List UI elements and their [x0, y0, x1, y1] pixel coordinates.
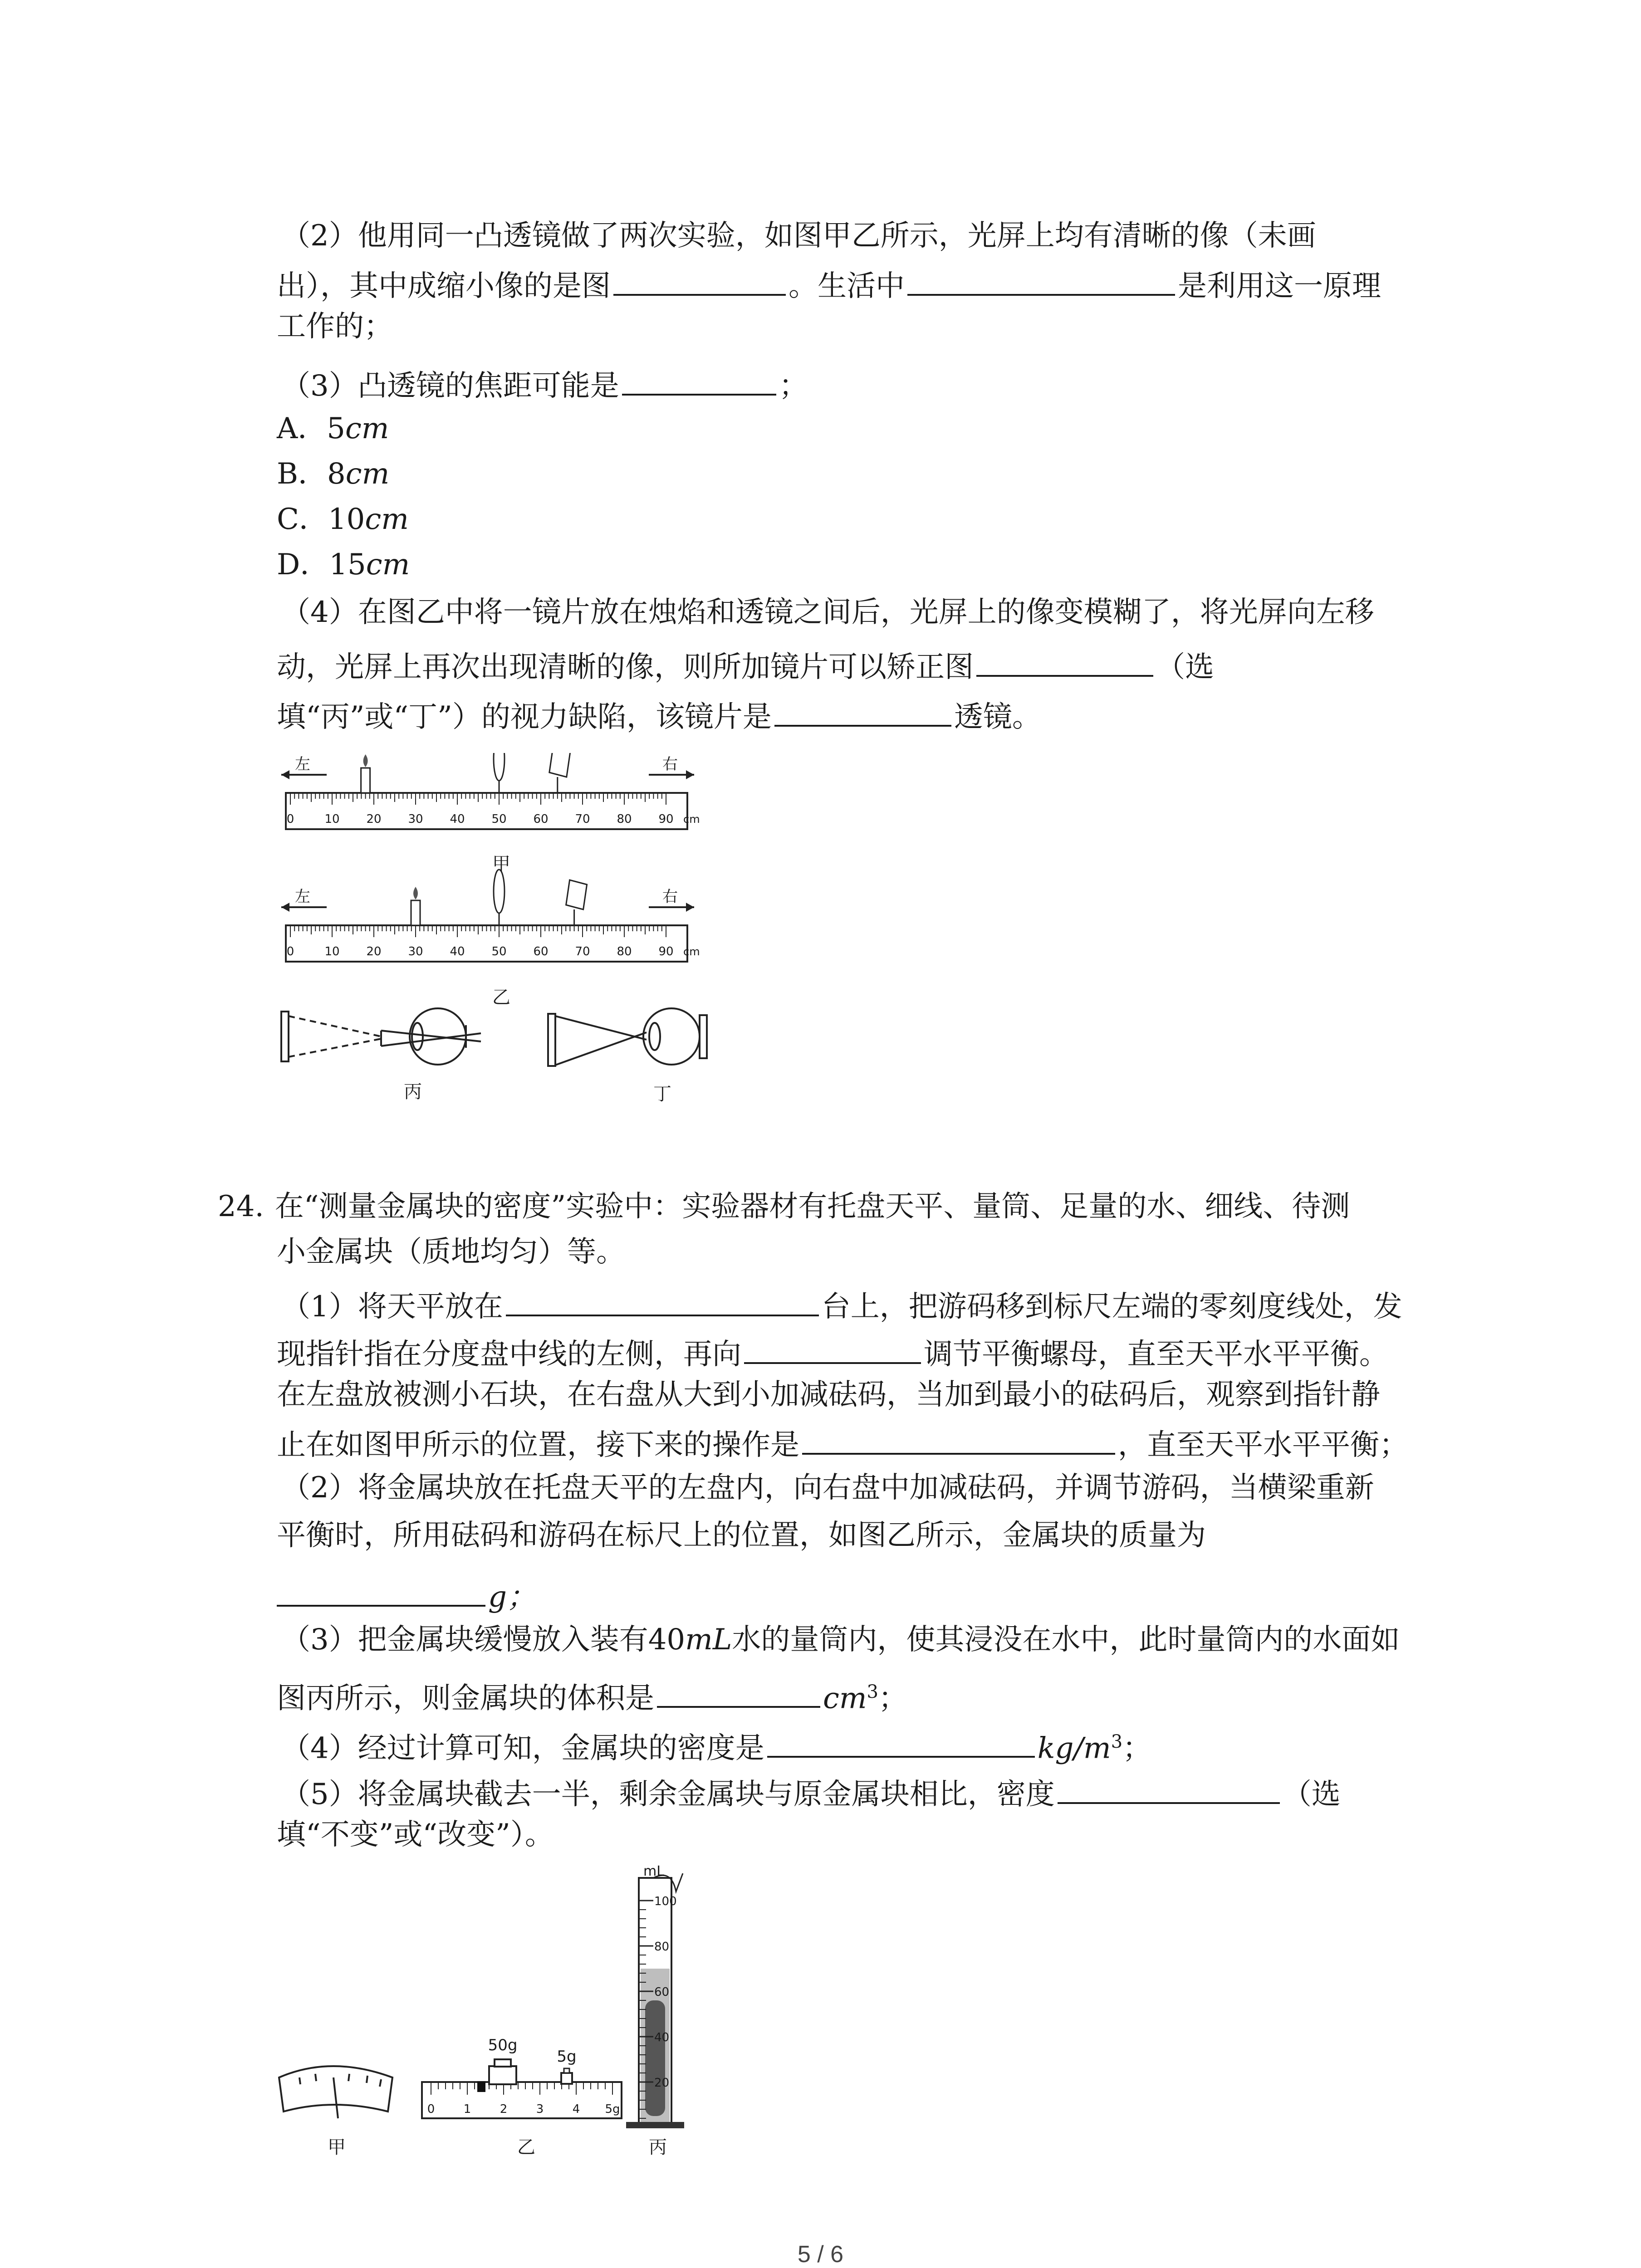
text: （3）把金属块缓慢放入装有40 — [281, 1623, 686, 1657]
lens — [494, 870, 505, 913]
label-bing: 丙 — [404, 1081, 422, 1102]
label-jia: 甲 — [492, 854, 510, 875]
answer-blank[interactable] — [774, 689, 951, 727]
q23-part4-line1 — [281, 590, 1461, 635]
tick-label: 10 — [324, 945, 340, 958]
tick-label: 30 — [408, 945, 423, 958]
label-bing: 丙 — [649, 2137, 667, 2158]
option-a[interactable] — [277, 406, 1456, 451]
unit: cm — [345, 457, 390, 491]
answer-blank[interactable] — [277, 1569, 485, 1607]
arrow-head — [686, 770, 694, 779]
answer-blank[interactable] — [767, 1721, 1035, 1758]
answer-blank[interactable] — [622, 358, 776, 396]
q24-intro-line2 — [277, 1229, 1456, 1275]
tick-label: 3 — [536, 2102, 544, 2116]
flame — [363, 754, 368, 767]
tick-label: 90 — [658, 945, 674, 958]
eye-diagram-bing — [281, 1008, 481, 1065]
tick-label: 50 — [491, 812, 507, 826]
text: （5）将金属块截去一半，剩余金属块与原金属块相比，密度 — [281, 1778, 1055, 1811]
text: （2）他用同一凸透镜做了两次实验，如图甲乙所示，光屏上均有清晰的像（未画 — [281, 219, 1316, 253]
text: 。生活中 — [789, 269, 905, 303]
answer-blank[interactable] — [613, 259, 786, 296]
weight-5g: 5g — [557, 2048, 577, 2066]
q24-part1-line2 — [277, 1327, 1456, 1372]
text: C．10 — [277, 503, 365, 536]
label-left: 左 — [295, 755, 310, 773]
answer-blank[interactable] — [744, 1327, 921, 1364]
answer-blank[interactable] — [907, 259, 1175, 296]
q24-part1-line4 — [277, 1418, 1456, 1463]
page-number: 5 / 6 — [797, 2241, 844, 2268]
answer-blank[interactable] — [1058, 1767, 1280, 1804]
text: ； — [878, 1681, 907, 1716]
eye-diagram-ding — [548, 1008, 707, 1066]
tick-label: 0 — [286, 945, 294, 958]
arrow-head — [686, 903, 694, 912]
screen — [549, 753, 570, 777]
tick-label: 50 — [491, 945, 507, 958]
unit: cm — [366, 548, 410, 582]
text: （选 — [1156, 650, 1214, 684]
q23-part2-line1 — [281, 213, 1461, 259]
unit: cm — [365, 503, 409, 536]
label-yi: 乙 — [517, 2137, 535, 2158]
q24-part3-line1 — [281, 1617, 1461, 1662]
text: A．5 — [277, 412, 345, 445]
q24-part4 — [281, 1719, 1461, 1765]
text: 填“丙”或“丁”）的视力缺陷，该镜片是 — [277, 700, 772, 734]
flame — [413, 887, 418, 899]
text: 填“不变”或“改变”）。 — [277, 1818, 554, 1852]
text: 止在如图甲所示的位置，接下来的操作是 — [277, 1428, 799, 1462]
text: 透镜。 — [954, 700, 1041, 734]
answer-blank[interactable] — [976, 640, 1153, 677]
tick-label: 1 — [463, 2102, 471, 2116]
text: 在“测量金属块的密度”实验中：实验器材有托盘天平、量筒、足量的水、细线、待测 — [274, 1190, 1350, 1223]
q24-part1-line3 — [277, 1372, 1456, 1418]
q24-part5-line1 — [281, 1767, 1461, 1812]
unit-ml: mL — [643, 1864, 664, 1879]
answer-blank[interactable] — [657, 1671, 820, 1708]
q23-part4-line2 — [277, 640, 1456, 685]
answer-blank[interactable] — [802, 1418, 1115, 1455]
label-yi: 乙 — [492, 987, 510, 1008]
unit-label: cm — [683, 813, 700, 826]
text: g； — [488, 1580, 536, 1614]
text: ； — [1122, 1731, 1152, 1765]
question-number: 24. — [218, 1190, 264, 1223]
tick-label: 40 — [654, 2031, 670, 2044]
text: 现指针指在分度盘中线的左侧，再向 — [277, 1338, 741, 1371]
text: （4）经过计算可知，金属块的密度是 — [281, 1731, 764, 1765]
optical-bench-jia — [281, 753, 700, 829]
answer-blank[interactable] — [506, 1279, 819, 1316]
weight-50g: 50g — [488, 2036, 518, 2054]
label-ding: 丁 — [653, 1084, 671, 1105]
tick-label: 0 — [427, 2102, 435, 2116]
arrow-head — [281, 903, 289, 912]
superscript: 3 — [1111, 1731, 1123, 1752]
option-c[interactable] — [277, 497, 1456, 542]
q23-part2-line3 — [277, 304, 1456, 349]
q23-part2-line2 — [277, 259, 1456, 304]
unit-label: cm — [683, 945, 700, 958]
optical-bench-yi — [281, 870, 700, 962]
candle — [411, 900, 420, 925]
q24-part2-line1 — [281, 1465, 1461, 1510]
tick-label: 60 — [533, 945, 549, 958]
q23-figure — [272, 753, 749, 1184]
text: 是利用这一原理 — [1178, 269, 1381, 303]
text: 小金属块（质地均匀）等。 — [277, 1235, 625, 1269]
tick-label: 20 — [366, 945, 382, 958]
tick-label: 0 — [286, 812, 294, 826]
tick-label: 100 — [654, 1895, 677, 1908]
tick-label: 20 — [366, 812, 382, 826]
text: （3）凸透镜的焦距可能是 — [281, 369, 619, 403]
tick-label: 60 — [533, 812, 549, 826]
tick-label: 40 — [450, 812, 465, 826]
q24-part2-line3 — [277, 1569, 1456, 1615]
unit: cm — [823, 1681, 867, 1716]
label-right: 右 — [662, 888, 678, 906]
q24-part2-line2 — [277, 1513, 1456, 1558]
tick-label: 5g — [605, 2102, 620, 2116]
tick-label: 80 — [654, 1940, 670, 1954]
label-left: 左 — [295, 888, 310, 906]
text: 图丙所示，则金属块的体积是 — [277, 1681, 654, 1716]
rider-scale-yi — [422, 2059, 622, 2118]
tick-label: 80 — [617, 812, 632, 826]
unit: cm — [345, 412, 389, 445]
q24-intro-line1 — [218, 1184, 1397, 1229]
tick-label: 20 — [654, 2076, 670, 2090]
balance-dial-jia — [279, 2066, 392, 2118]
tick-label: 90 — [658, 812, 674, 826]
unit: kg/m — [1037, 1731, 1111, 1765]
q24-part1-line1 — [281, 1279, 1461, 1325]
text: B．8 — [277, 457, 346, 491]
tick-label: 30 — [408, 812, 423, 826]
option-d[interactable] — [277, 542, 1456, 587]
text: （选 — [1282, 1778, 1341, 1811]
text: 水的量筒内，使其浸没在水中，此时量筒内的水面如 — [732, 1623, 1400, 1657]
tick-label: 10 — [324, 812, 340, 826]
text: 动，光屏上再次出现清晰的像，则所加镜片可以矫正图 — [277, 650, 974, 684]
screen — [566, 880, 587, 909]
arrow-head — [281, 770, 289, 779]
q23-part3 — [281, 358, 1461, 404]
text: 平衡时，所用砝码和游码在标尺上的位置，如图乙所示，金属块的质量为 — [277, 1519, 1206, 1552]
superscript: 3 — [867, 1681, 878, 1702]
text: ； — [779, 369, 808, 403]
text: 台上，把游码移到标尺左端的零刻度线处，发 — [821, 1290, 1402, 1324]
text: D．15 — [277, 548, 366, 582]
label-right: 右 — [662, 755, 678, 773]
unit: mL — [685, 1623, 732, 1657]
text: ，直至天平水平平衡； — [1118, 1428, 1408, 1462]
tick-label: 70 — [575, 945, 590, 958]
option-b[interactable] — [277, 451, 1456, 497]
text: （1）将天平放在 — [281, 1290, 503, 1324]
lens — [494, 753, 505, 781]
tick-label: 2 — [500, 2102, 508, 2116]
tick-label: 70 — [575, 812, 590, 826]
candle — [361, 768, 370, 793]
text: 在左盘放被测小石块，在右盘从大到小加减砝码，当加到最小的砝码后，观察到指针静 — [277, 1378, 1380, 1412]
text: 工作的； — [277, 310, 393, 343]
q23-part4-line3 — [277, 689, 1456, 735]
tick-label: 40 — [450, 945, 465, 958]
tick-label: 60 — [654, 1985, 670, 1999]
tick-label: 4 — [572, 2102, 580, 2116]
text: （2）将金属块放在托盘天平的左盘内，向右盘中加减砝码，并调节游码，当横梁重新 — [281, 1471, 1374, 1505]
q24-part5-line2 — [277, 1812, 1456, 1857]
q24-part3-line2 — [277, 1669, 1456, 1715]
text: 调节平衡螺母，直至天平水平平衡。 — [924, 1338, 1388, 1371]
tick-label: 80 — [617, 945, 632, 958]
q24-figure — [272, 1864, 749, 2182]
text: （4）在图乙中将一镜片放在烛焰和透镜之间后，光屏上的像变模糊了，将光屏向左移 — [281, 596, 1374, 629]
text: 出），其中成缩小像的是图 — [277, 269, 611, 303]
measuring-cylinder-bing — [626, 1873, 684, 2128]
label-jia: 甲 — [328, 2137, 346, 2158]
